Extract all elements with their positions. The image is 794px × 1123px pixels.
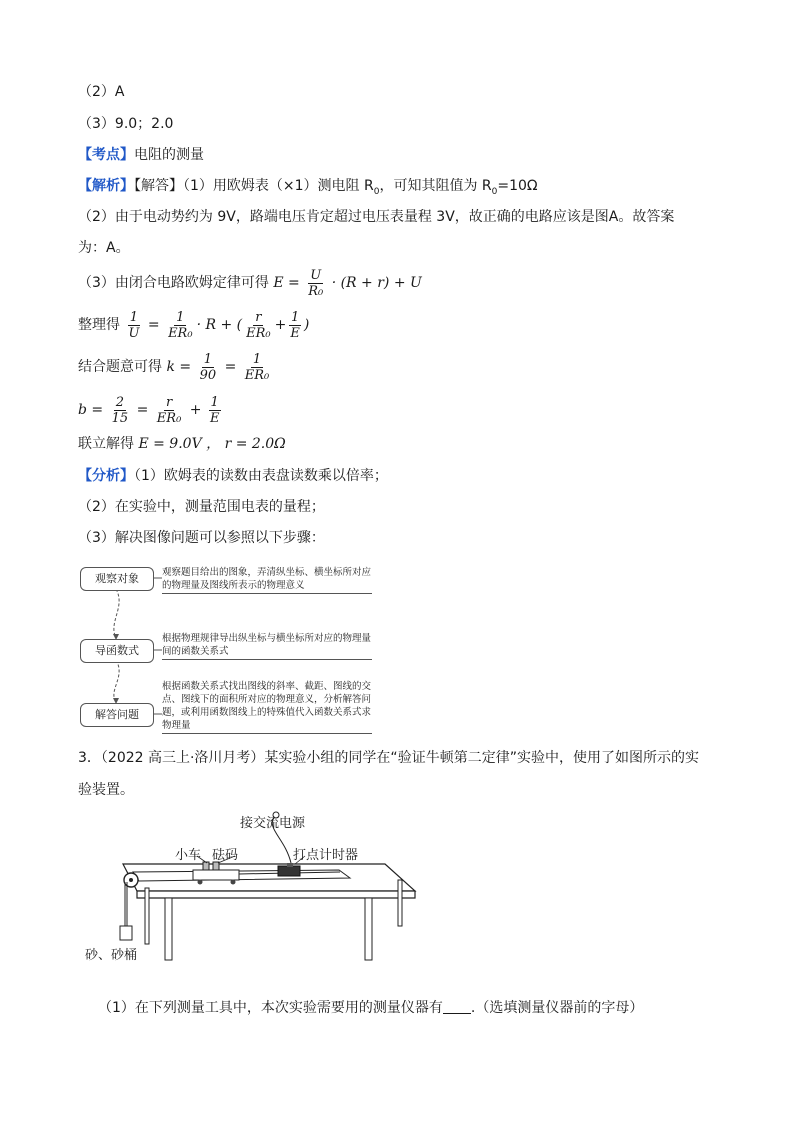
jiexi-p1-mid: ，可知其阻值为 R (379, 178, 492, 194)
eq2-frac2 (166, 310, 195, 341)
jiexi-tag: 【解析】 (78, 178, 134, 194)
jiexi-line-1 (78, 176, 538, 202)
eq4-b: b = (78, 402, 104, 418)
jiexi-line-3 (78, 266, 422, 300)
label-sand: 砂、砂桶 (85, 948, 138, 963)
eq1-lhs: E = (273, 275, 300, 291)
eq3-n2: 1 (252, 351, 262, 367)
eq2-d2: ER₀ (168, 325, 193, 341)
label-car: 小车 (175, 848, 202, 863)
jiexi-p3-prefix: （3）由闭合电路欧姆定律可得 (78, 275, 269, 291)
answer-3: （3）9.0；2.0 (78, 116, 174, 132)
eq4-d1: 15 (111, 410, 129, 426)
kaodian-line (78, 145, 204, 165)
eq3-d2: ER₀ (244, 367, 270, 383)
eq1-rest: · (R + r) + U (331, 275, 422, 291)
kaodian-tag: 【考点】 (78, 147, 134, 163)
jiehe-line: 结合题意可得 k = $\frac{1}{90}$ = $\frac{1}{\text{ER₀}}$ (78, 351, 270, 383)
lianli-text: 联立解得 (78, 436, 134, 452)
label-power: 接交流电源 (240, 816, 306, 831)
eq4-d2: ER₀ (156, 410, 182, 426)
lianli-line (78, 434, 286, 454)
eq1-num: U (310, 267, 322, 283)
fenxi-l1: （1）欧姆表的读数由表盘读数乘以倍率； (134, 468, 388, 484)
label-weight: 砝码 (212, 848, 239, 863)
sub-0: 0 (373, 186, 380, 197)
fenxi-line-2: （2）在实验中，测量范围电表的量程； (78, 499, 325, 515)
eq3-n1: 1 (203, 351, 212, 367)
fenxi-tag: 【分析】 (78, 468, 134, 484)
eq4-d3: E (209, 410, 220, 426)
flow-step-function: 导函数式 (80, 639, 154, 663)
jiehe-text: 结合题意可得 (78, 359, 162, 375)
eq2-n1: 1 (129, 309, 139, 325)
eq2-d4: E (290, 325, 300, 341)
eq2-n4: 1 (290, 309, 300, 325)
q3-sub-1 (98, 998, 643, 1018)
flow-step-observe: 观察对象 (80, 567, 154, 591)
eq3-frac2 (243, 352, 272, 383)
eq2-d3: ER₀ (246, 325, 271, 341)
q3-sub1-text: （1）在下列测量工具中，本次实验需要用的测量仪器有 (98, 1000, 443, 1016)
eq1-den: R₀ (308, 283, 324, 299)
answer-2: （2）A (78, 84, 125, 100)
eq4-frac3 (208, 395, 222, 426)
eq2-n3: r (255, 309, 262, 325)
zhengli-line: 整理得 $\frac{1}{U}$ = $\frac{1}{\text{ER₀}}$ · R + ( $\frac{r}{\text{ER₀}}$ + $\frac{1}{E}$ ) (78, 309, 310, 341)
eq4-n1: 2 (115, 394, 125, 410)
eq2-n2: 1 (176, 309, 185, 325)
eq2-frac1 (126, 310, 141, 341)
kaodian-text: 电阻的测量 (134, 147, 204, 163)
q3-stem-a: 3．（2022 高三上·洛川月考）某实验小组的同学在“验证牛顿第二定律”实验中，使用了如图所示的实 (78, 750, 699, 766)
q3-stem-b: 验装置。 (78, 782, 134, 798)
sub-0b: 0 (491, 186, 498, 197)
b-line: b = $\frac{2}{15}$ = $\frac{r}{\text{ER₀}}$ + $\frac{1}{E}$ (78, 394, 220, 426)
answer-blank[interactable] (443, 999, 471, 1014)
fenxi-line-1 (78, 466, 388, 486)
eq4-frac1 (110, 395, 131, 426)
flow-step-solve: 解答问题 (80, 703, 154, 727)
eq3-d1: 90 (199, 367, 217, 383)
apparatus-figure (85, 808, 445, 968)
apparatus-drawing (115, 808, 445, 968)
eq4-n2: r (165, 394, 173, 410)
fenxi-line-3: （3）解决图像问题可以参照以下步骤： (78, 530, 325, 546)
flowchart (78, 562, 378, 732)
flow-desc-solve: 根据函数关系式找出图线的斜率、截距、图线的交点、图线下的面积所对应的物理意义，分析解答问题，或利用函数图线上的特殊值代入函数关系式求物理量 (162, 680, 372, 734)
jiexi-p1-end: =10Ω (497, 178, 538, 194)
eq1-frac (306, 268, 325, 299)
eq2-mid: · R + ( (196, 317, 243, 333)
flow-desc-observe: 观察题目给出的图象，弄清纵坐标、横坐标所对应的物理量及图线所表示的物理意义 (162, 566, 372, 594)
jiexi-line-2a: （2）由于电动势约为 9V，路端电压肯定超过电压表量程 3V，故正确的电路应该是图A。故答案 (78, 209, 675, 225)
eq2-frac4 (288, 310, 302, 341)
eq2-frac3 (244, 310, 273, 341)
jiexi-p1-prefix: 【解答】（1）用欧姆表（×1）测电阻 R (134, 178, 374, 194)
eq3-frac1 (198, 352, 219, 383)
label-timer: 打点计时器 (293, 848, 359, 863)
q3-sub1-tail: .（选填测量仪器前的字母） (470, 1000, 644, 1016)
eq2-d1: U (128, 325, 140, 341)
eq4-n3: 1 (210, 394, 219, 410)
flow-desc-function: 根据物理规律导出纵坐标与横坐标所对应的物理量间的函数关系式 (162, 632, 372, 660)
jiexi-line-2b: 为：A。 (78, 240, 130, 256)
eq3-k: k = (166, 359, 192, 375)
lianli-result: E = 9.0V ， r = 2.0Ω (138, 436, 286, 452)
eq4-frac2 (155, 395, 184, 426)
eq2-plus: + (274, 317, 287, 333)
eq2-close: ) (303, 317, 310, 333)
zhengli-text: 整理得 (78, 317, 120, 333)
